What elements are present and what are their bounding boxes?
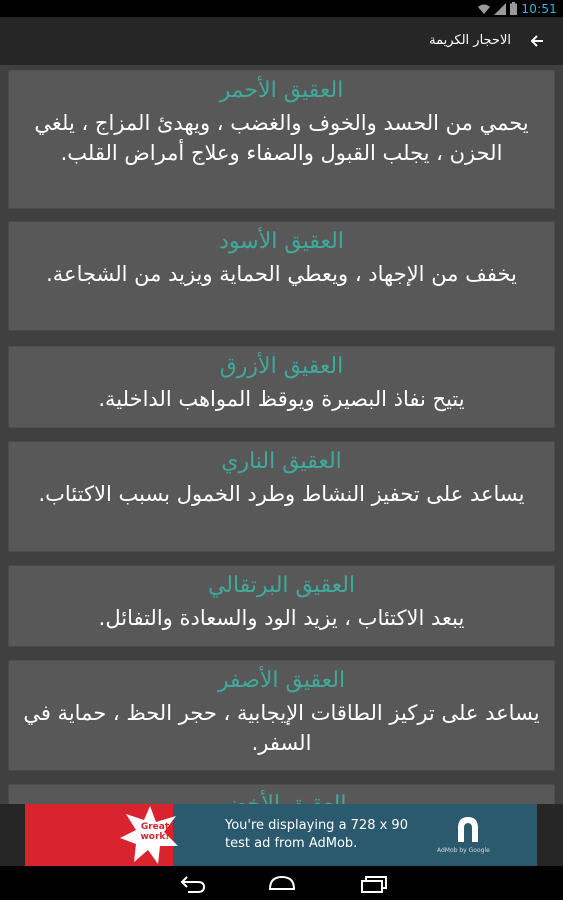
ad-strip	[0, 804, 563, 866]
navigation-bar	[0, 866, 563, 900]
nav-home-icon[interactable]	[268, 872, 296, 894]
list-item[interactable]	[8, 565, 555, 647]
card-title: العقيق الأحمر	[219, 78, 344, 103]
card-body: يحمي من الحسد والخوف والغضب ، ويهدئ المزاج ، يلغي الحزن ، يجلب القبول والصفاء وعلاج أمراض القلب.	[34, 111, 529, 165]
list-item[interactable]	[8, 441, 555, 552]
ad-brand: AdMob by Google	[437, 847, 490, 854]
ad-banner[interactable]	[25, 804, 537, 866]
card-title: العقيق الأسود	[219, 229, 344, 254]
action-bar	[0, 17, 563, 65]
card-title: العقيق الأصفر	[217, 668, 346, 693]
arrow-back-icon[interactable]	[527, 29, 551, 53]
card-body: يتيح نفاذ البصيرة ويوقظ المواهب الداخلية.	[98, 387, 465, 411]
card-body: يساعد على تركيز الطاقات الإيجابية ، حجر الحظ ، حماية في السفر.	[23, 701, 540, 755]
status-bar	[0, 0, 563, 17]
ad-badge-text: Great work!	[140, 822, 170, 842]
status-clock: 10:51	[521, 1, 557, 16]
list-item[interactable]	[8, 70, 555, 209]
wifi-icon	[478, 3, 490, 15]
ad-text: You're displaying a 728 x 90 test ad from AdMob.	[225, 818, 408, 851]
list-item[interactable]	[8, 346, 555, 428]
list-item[interactable]	[8, 660, 555, 771]
battery-icon	[510, 2, 517, 15]
nav-back-icon[interactable]	[178, 872, 206, 894]
card-title: العقيق الناري	[221, 449, 342, 474]
admob-logo-icon	[453, 814, 483, 844]
card-body: يساعد على تحفيز النشاط وطرد الخمول بسبب الاكتئاب.	[38, 482, 525, 506]
card-body: يبعد الاكتئاب ، يزيد الود والسعادة والتفائل.	[98, 606, 465, 630]
page-title: الاحجار الكريمة	[429, 33, 511, 48]
nav-recents-icon[interactable]	[360, 872, 388, 894]
card-title: العقيق الأزرق	[219, 354, 344, 379]
card-body: يخفف من الإجهاد ، ويعطي الحماية ويزيد من الشجاعة.	[46, 262, 517, 286]
list-item[interactable]	[8, 221, 555, 331]
card-title: العقيق البرتقالي	[207, 573, 356, 598]
signal-icon	[494, 3, 506, 15]
stones-list[interactable]	[0, 65, 563, 804]
status-icons	[478, 1, 557, 16]
